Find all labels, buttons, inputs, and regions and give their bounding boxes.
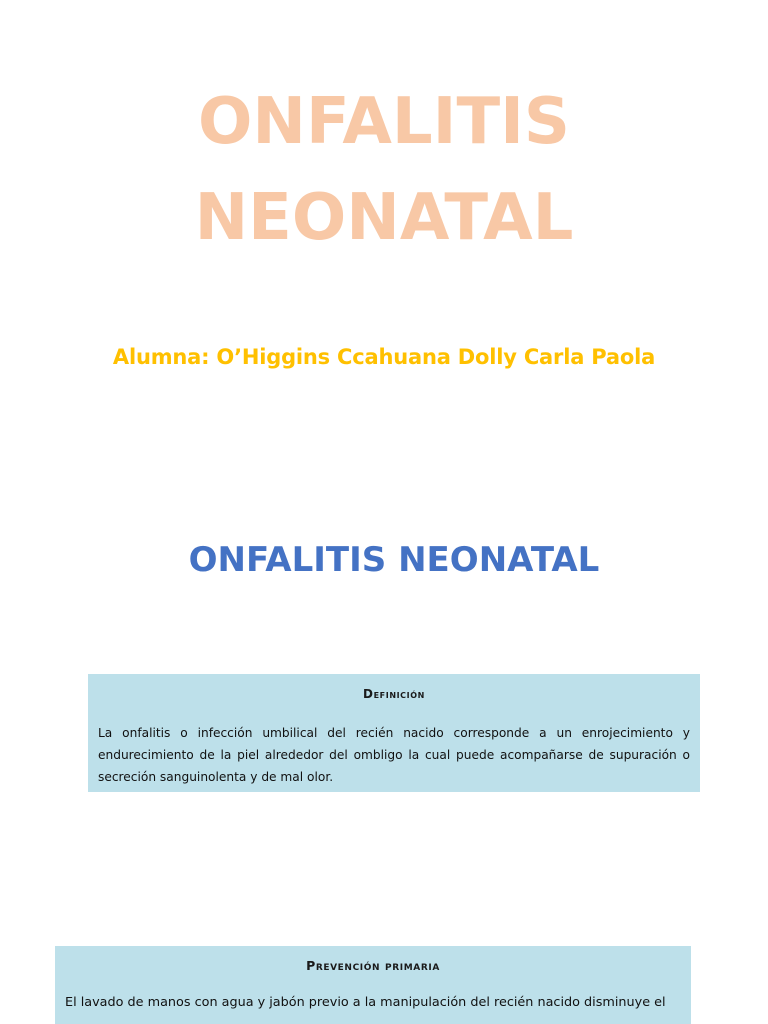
section-title: ONFALITIS NEONATAL (188, 540, 600, 580)
student-name: Alumna: O’Higgins Ccahuana Dolly Carla Paola (112, 345, 656, 369)
cover-title-line-2: NEONATAL (194, 181, 574, 255)
definition-box (88, 674, 700, 792)
cover-title (0, 74, 768, 266)
prevention-box (55, 946, 691, 1024)
cover-title-line-1: ONFALITIS (197, 85, 571, 159)
prevention-text: El lavado de manos con agua y jabón previo a la manipulación del recién nacido disminuye el (65, 995, 666, 1010)
definition-text: La onfalitis o infección umbilical del recién nacido corresponde a un enrojecimiento y endurecimiento de la piel alrededor del ombligo la cual puede acompañarse de supuración o secreción sanguinolenta y de mal olor. (98, 726, 690, 784)
prevention-heading: Prevención primaria (306, 958, 440, 973)
definition-heading: Definición (363, 687, 425, 701)
